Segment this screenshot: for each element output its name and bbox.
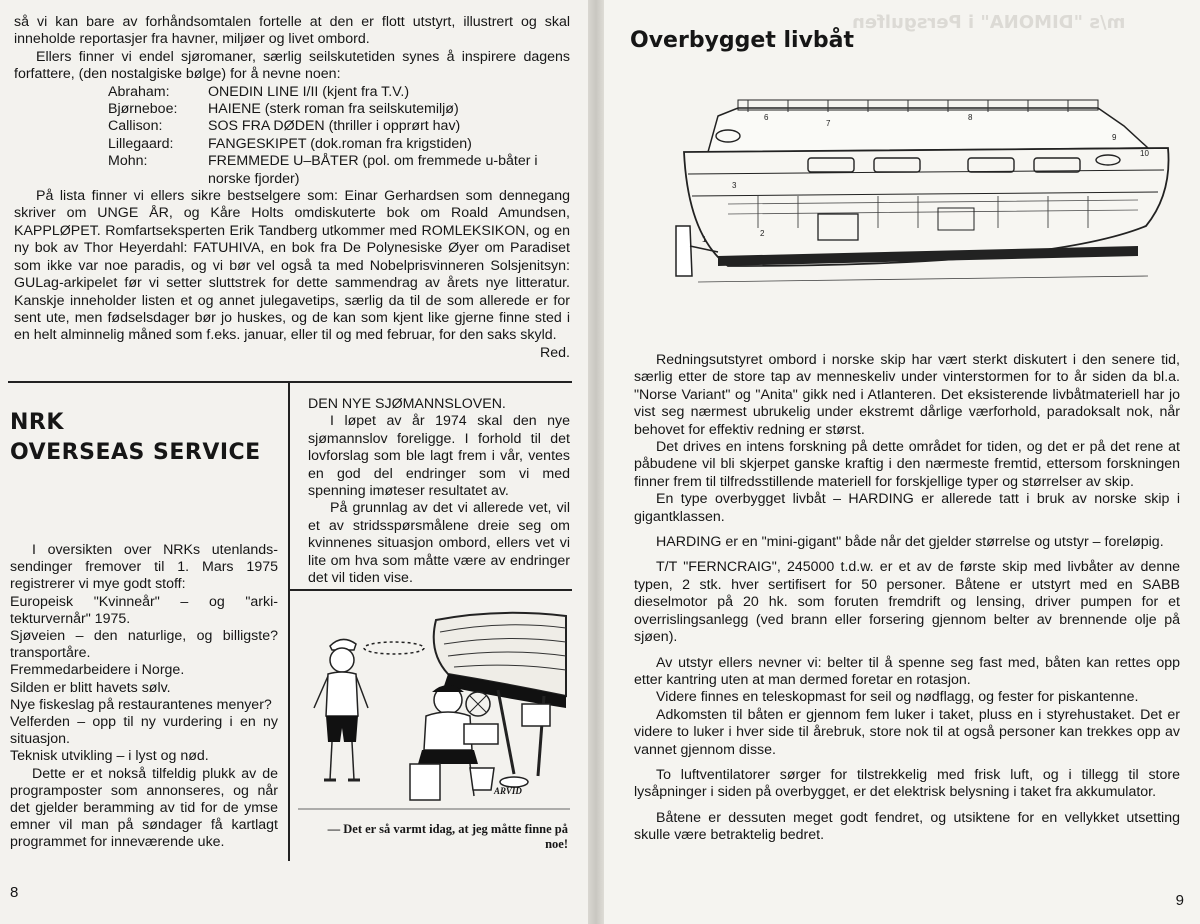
nrk-line: Sjøveien – den naturlige, og billigste? transportåre. [10, 628, 278, 662]
nrk-heading-line-1: NRK [10, 410, 64, 435]
svg-text:1: 1 [702, 235, 707, 244]
svg-text:10: 10 [1140, 149, 1149, 158]
show-through-text: m/s "DIMONA" i Persgulfen [852, 12, 1126, 33]
author-row [108, 84, 570, 101]
author-name: Callison: [108, 118, 163, 135]
paragraph-gap [634, 526, 1180, 534]
article-paragraph: Videre finnes en teleskopmast for seil og nødflagg, og fester for piskantenne. [656, 689, 1139, 706]
nrk-line: Nye fiskeslag på restaurantenes menyer? [10, 696, 272, 713]
author-name: Mohn: [108, 153, 148, 170]
intro-paragraph-1: så vi kan bare av forhåndsomtalen fortelle at den er flott utstyrt, illustrert og skal inneholde reportasjer fra havner, miljøer og livet ombord. [14, 14, 570, 48]
cartoon-signature: ARVID [494, 786, 522, 796]
svg-text:2: 2 [760, 229, 765, 238]
book-title: FANGESKIPET (dok.roman fra krigstiden) [208, 135, 472, 152]
article-paragraph: Adkomsten til båten er gjennom fem luker i taket, pluss en i styrehustaket. Det er videre to luker i hver side til årebruk, store nok til at også personer kan trekkes opp av vannet gjennom disse. [634, 706, 1180, 758]
article-title: Overbygget livbåt [630, 28, 855, 53]
intro-paragraph-2: Ellers finner vi endel sjøromaner, særlig seilskutetiden synes å inspirere dagens forfattere, (den nostalgiske bølge) for å nevne noen: [14, 48, 570, 83]
article-paragraph: To luftventilatorer sørger for tilstrekkelig med frisk luft, og i tillegg til store lysåpninger i siden på overbygget, er det elektrisk belysning i taket fra akkumulator. [634, 766, 1180, 801]
article-paragraph: En type overbygget livbåt – HARDING er allerede tatt i bruk av norske skip i gigantklassen. [634, 491, 1180, 525]
author-name: Lillegaard: [108, 135, 174, 152]
law-paragraph-1: I løpet av år 1974 skal den nye sjømannslov foreligge. I forhold til det lovforslag som ble lagt frem i vår, ventes en god del endringer som vi med spenning imøteser resultatet av. [308, 413, 570, 500]
paragraph-gap [634, 551, 1180, 559]
svg-text:3: 3 [732, 181, 737, 190]
nrk-line: I oversikten over NRKs utenlands-sendinger fremover til 1. Mars 1975 registrerer vi mye godt stoff: [10, 542, 278, 593]
author-row [108, 101, 570, 118]
nrk-heading-line-2: OVERSEAS SERVICE [10, 440, 261, 465]
author-list [108, 84, 570, 188]
book-article [14, 14, 570, 362]
section-divider [8, 381, 572, 383]
cartoon [298, 604, 570, 859]
page-number-right: 9 [1175, 892, 1184, 909]
nrk-article [10, 408, 278, 852]
svg-text:6: 6 [764, 113, 769, 122]
cartoon-divider [290, 589, 572, 591]
author-row [108, 136, 570, 153]
author-row [108, 118, 570, 135]
cartoon-caption: — Det er så varmt idag, at jeg måtte finne på noe! [327, 822, 568, 851]
author-row [108, 153, 570, 188]
lifeboat-illustration [668, 96, 1188, 306]
article-paragraph: HARDING er en "mini-gigant" både når det gjelder størrelse og utstyr – foreløpig. [656, 534, 1164, 551]
nrk-closing: Dette er et nokså tilfeldig plukk av de programposter som annonseres, og når det gjelder beramming av tid for de ymse emner vil man på søndager få kartlagt programmet for inneværende uke. [10, 765, 278, 851]
svg-text:9: 9 [1112, 133, 1117, 142]
nrk-heading [10, 408, 278, 468]
book-title: SOS FRA DØDEN (thriller i opprørt hav) [208, 118, 461, 135]
spine-gutter [588, 0, 604, 924]
paragraph-gap [634, 647, 1180, 655]
paragraph-gap [634, 759, 1180, 767]
nrk-line: Silden er blitt havets sølv. [10, 679, 171, 696]
article-paragraph: Det drives en intens forskning på dette området for tiden, og det er på det rene at påbudene vil bli skjerpet ganske kraftig i den nærmeste fremtid, ettersom forskningen finner frem til tilfredsstillende materiell for forskjellige typer og størrelser av skip. [634, 439, 1180, 490]
cartoon-drawing [298, 604, 570, 819]
paragraph-gap [634, 802, 1180, 810]
svg-text:8: 8 [968, 113, 973, 122]
left-page [0, 0, 588, 924]
nrk-line: Fremmedarbeidere i Norge. [10, 662, 185, 679]
law-heading: DEN NYE SJØMANNSLOVEN. [308, 396, 506, 412]
editor-signature: Red. [540, 344, 570, 361]
author-name: Bjørneboe: [108, 101, 178, 118]
article-body [634, 352, 1180, 845]
author-name: Abraham: [108, 83, 170, 100]
nrk-body [10, 542, 278, 852]
svg-text:7: 7 [826, 119, 831, 128]
article-paragraph: Redningsutstyret ombord i norske skip har vært sterkt diskutert i den senere tid, særlig etter de store tap av menneskeliv under vinterstormen for to år siden da bl.a. "Norse Variant" og "Anita" gikk ned i Atlanteren. Det eksisterende livbåtmateriell har jo vist seg nærmest ubrukelig under ekstremt dårlige værforhold, paradoksalt nok, når behovet for effektiv redning er størst. [634, 352, 1180, 438]
nrk-line: Velferden – opp til ny vurdering i en ny situasjon. [10, 714, 278, 748]
law-paragraph-2: På grunnlag av det vi allerede vet, vil et av stridsspørsmålene dreie seg om kvinnenes situasjon ombord, ellers vet vi lite om hva som måtte være av endringer det vil tiden vise. [308, 500, 570, 587]
article-paragraph: Av utstyr ellers nevner vi: belter til å spenne seg fast med, båten kan rettes opp etter kantring uten at man dermed foretar en rotasjon. [634, 654, 1180, 688]
book-title: HAIENE (sterk roman fra seilskutemiljø) [208, 101, 459, 118]
column-divider [288, 381, 290, 861]
nrk-line: Europeisk "Kvinneår" – og "arki-tekturvernår" 1975. [10, 593, 278, 627]
law-article [308, 396, 570, 587]
page-number-left: 8 [10, 884, 19, 901]
book-title: ONEDIN LINE I/II (kjent fra T.V.) [208, 83, 410, 100]
closing-paragraph: På lista finner vi ellers sikre bestselgere som: Einar Gerhardsen som dennegang skriver om UNGE ÅR, og Kåre Holts omdiskuterte bok om Roald Amundsen, KAPPLØPET. Romfartseksperten Erik Tandberg utkommer med ROMLEKSIKON, og en ny bok av Thor Heyerdahl: FATUHIVA, en bok fra De Polynesiske Øyer om Paradiset som ikke var noe paradis, og vi bør vel også ta med Nobelprisvinneren Solsjenitsyn: GULag-arkipelet før vi setter sluttstrek for dette sammendrag av årets nye litteratur. Kanskje inneholder listen et og annet julegavetips, særlig da til de som allerede er for sent ute, men fødselsdager bør jo huskes, og de kan som kjent like gjerne finne sted i en helt alminnelig måned som f.eks. januar, eller til og med februar, for den saks skyld. [14, 188, 570, 344]
article-paragraph: Båtene er dessuten meget godt fendret, og utsiktene for en vellykket utsetting skulle være betraktelig bedret. [634, 809, 1180, 844]
book-title: FREMMEDE U–BÅTER (pol. om fremmede u-båter i norske fjorder) [208, 153, 538, 187]
right-page [604, 0, 1200, 924]
nrk-line: Teknisk utvikling – i lyst og nød. [10, 748, 209, 765]
article-paragraph: T/T "FERNCRAIG", 245000 t.d.w. er et av de første skip med livbåter av denne typen, 2 stk. hver sertifisert for 50 personer. Båtene er utstyrt med en SABB dieselmotor på 20 hk. som foruten fremdrift og lensing, driver pumpen for et overrislingsanlegg (ved brann eller forsering gjennom belter av brennende olje på sjøen). [634, 559, 1180, 646]
